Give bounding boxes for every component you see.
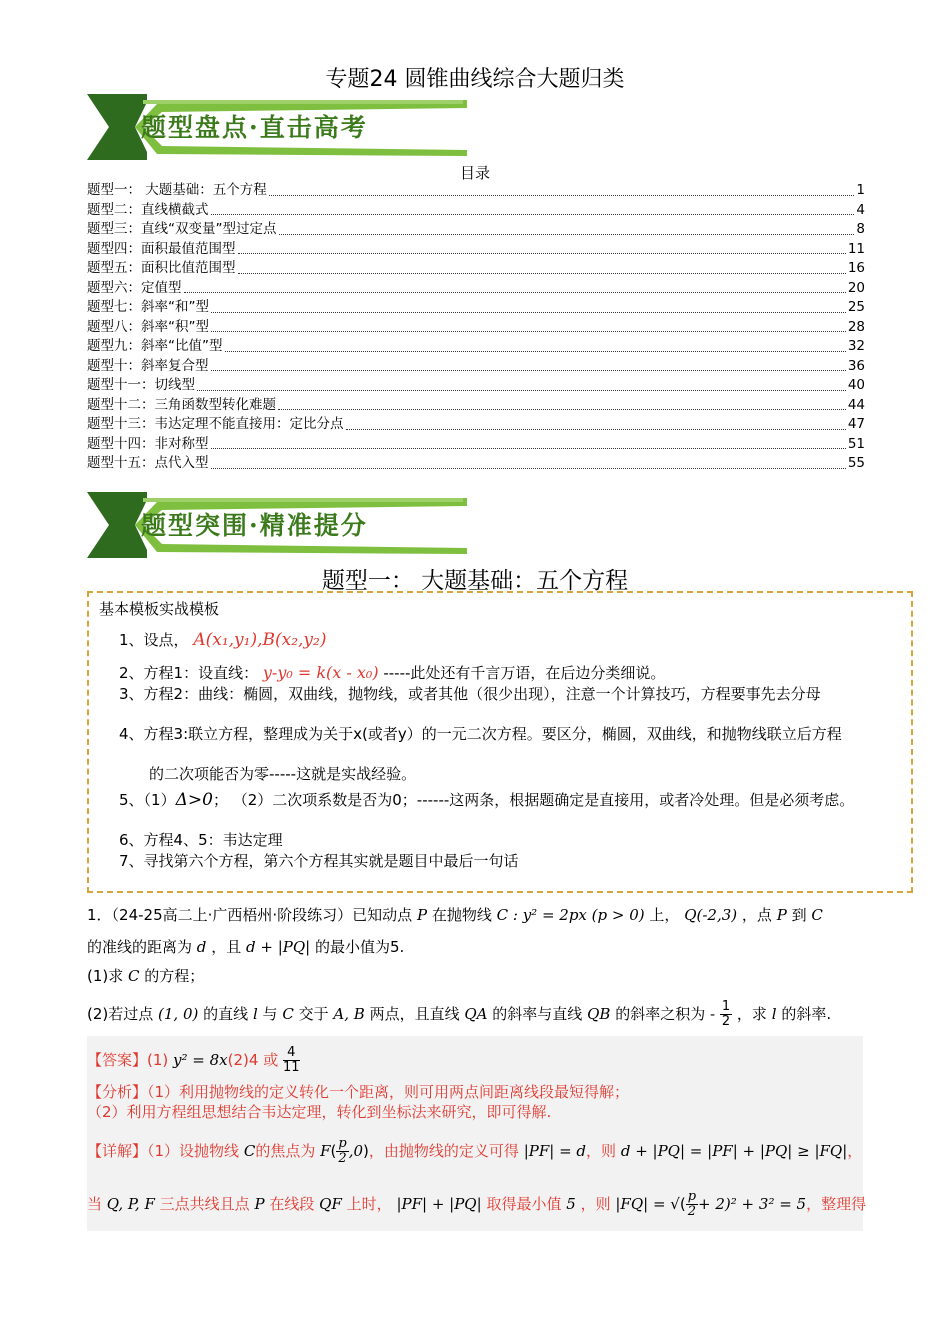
step-text: 2、方程1：设直线：: [119, 664, 259, 682]
math: d + |PQ| = |PF| + |PQ| ≥ |FQ|: [620, 1142, 848, 1160]
numerator: 4: [283, 1046, 300, 1061]
math: d + |PQ|: [245, 938, 311, 956]
toc-leader-dots: [211, 331, 846, 332]
text: 的斜率.: [781, 1005, 832, 1023]
toc-entry-page: 40: [847, 377, 865, 393]
math: d: [196, 938, 207, 956]
math: ,0: [348, 1142, 364, 1160]
detail-line-1: [87, 1137, 877, 1166]
template-step-7: 7、寻找第六个方程，第六个方程其实就是题目中最后一句话: [119, 852, 519, 870]
math: QA: [464, 1005, 488, 1023]
toc-leader-dots: [225, 351, 846, 352]
question-part-2: [87, 1000, 877, 1029]
detail-line-2: [87, 1190, 877, 1219]
toc-entry-label: 题型三：直线“双变量”型过定点: [87, 221, 277, 237]
toc-leader-dots: [211, 468, 846, 469]
text: (1)求: [87, 967, 124, 985]
toc-entry[interactable]: [87, 376, 865, 396]
math: -: [710, 1005, 716, 1023]
text: 上时，: [346, 1195, 392, 1213]
toc-entry-label: 题型十三：韦达定理不能直接用：定比分点: [87, 416, 344, 432]
math: C : y² = 2px (p > 0): [496, 906, 645, 924]
math: C: [282, 1005, 294, 1023]
toc-entry-label: 题型七：斜率“和”型: [87, 299, 209, 315]
toc-entry[interactable]: [87, 298, 865, 318]
toc-leader-dots: [278, 409, 846, 410]
text: (2)4 或: [227, 1051, 279, 1069]
math: + 2)² + 3² = 5: [698, 1195, 807, 1213]
text: 三点共线且点: [159, 1195, 250, 1213]
template-step-4-cont: 的二次项能否为零-----这就是实战经验。: [149, 765, 417, 783]
toc-entry-page: 28: [847, 318, 865, 335]
text: 两点，且直线: [369, 1005, 460, 1023]
text: ，求: [736, 1005, 767, 1023]
discriminant-formula: Δ>0: [175, 790, 213, 810]
toc-entry-label: 题型一： 大题基础：五个方程: [87, 182, 267, 198]
math: |PF| + |PQ|: [396, 1195, 482, 1213]
text: ，: [847, 1142, 863, 1160]
toc-entry-page: 32: [847, 338, 865, 354]
section-title: 题型一： 大题基础：五个方程: [321, 568, 629, 594]
math: F: [320, 1142, 331, 1160]
line-formula: y-y₀ = k(x - x₀): [262, 663, 379, 682]
toc-entry-page: 51: [847, 435, 865, 452]
text: 交于: [298, 1005, 329, 1023]
toc-entry[interactable]: [87, 279, 865, 299]
toc-leader-dots: [211, 448, 846, 449]
toc-entry[interactable]: [87, 201, 865, 221]
toc-entry-page: 16: [847, 260, 865, 276]
toc-heading: 目录: [459, 164, 490, 182]
toc-entry[interactable]: [87, 318, 865, 338]
math: Q(-2,3): [684, 906, 738, 924]
denominator: 2: [338, 1151, 347, 1166]
toc-entry-label: 题型十一：切线型: [87, 377, 195, 393]
answer-line: [87, 1046, 300, 1075]
toc-leader-dots: [211, 370, 846, 371]
toc-entry-label: 题型九：斜率“比值”型: [87, 338, 223, 354]
paren-open: (: [330, 1142, 337, 1160]
toc-leader-dots: [211, 214, 855, 215]
text: 的准线的距离为: [87, 938, 193, 956]
text: ，且: [211, 938, 242, 956]
text: ，点: [741, 906, 772, 924]
denominator: 2: [721, 1014, 731, 1029]
question-line-2: [87, 937, 404, 957]
math: y² = 8x: [173, 1051, 228, 1069]
toc-leader-dots: [238, 273, 846, 274]
step-text: 1、设点，: [119, 631, 189, 649]
toc-leader-dots: [279, 234, 855, 235]
template-step-6: 6、方程4、5：韦达定理: [119, 831, 283, 849]
math: Q, P, F: [106, 1195, 155, 1213]
template-step-3: 3、方程2：曲线：椭圆，双曲线，抛物线，或者其他（很少出现），注意一个计算技巧，方程要事先去分母: [119, 685, 821, 703]
math: l: [252, 1005, 258, 1023]
template-step-4: 4、方程3:联立方程，整理成为关于x(或者y）的一元二次方程。要区分，椭圆，双曲线，和抛物线联立后方程: [119, 725, 842, 743]
analysis-line-1: [87, 1082, 629, 1102]
text: 在线段: [269, 1195, 315, 1213]
math: C: [811, 906, 823, 924]
toc-leader-dots: [269, 195, 855, 196]
template-step-2: [119, 663, 665, 683]
math: l: [771, 1005, 777, 1023]
text: 的斜率与直线: [492, 1005, 583, 1023]
section-banner-practice: [87, 492, 467, 558]
toc-entry-label: 题型十：斜率复合型: [87, 357, 209, 374]
math: QF: [319, 1195, 342, 1213]
numerator: 1: [721, 999, 731, 1014]
toc-entry-label: 题型五：面积比值范围型: [87, 260, 236, 276]
text: （1）利用抛物线的定义转化一个距离，则可用两点间距离线段最短得解；: [147, 1083, 630, 1101]
toc-entry[interactable]: [87, 181, 865, 201]
math: 5: [566, 1195, 576, 1213]
math: |PF| = d: [523, 1142, 587, 1160]
toc-leader-dots: [346, 429, 846, 430]
text: ，则: [580, 1195, 611, 1213]
template-heading: 基本模板实战模板: [99, 600, 220, 618]
toc-entry-page: 47: [847, 416, 865, 432]
analysis-line-2: （2）利用方程组思想结合韦达定理，转化到坐标法来研究，即可得解.: [87, 1103, 552, 1121]
toc-entry-page: 1: [856, 182, 865, 198]
text: 取得最小值: [486, 1195, 562, 1213]
text: ，则: [586, 1142, 617, 1160]
toc-entry-page: 44: [847, 396, 865, 413]
detail-tag: 【详解】: [87, 1142, 148, 1160]
text: 的斜率之积为: [615, 1005, 706, 1023]
point-formula: A(x₁,y₁),B(x₂,y₂): [193, 630, 327, 650]
text: 的最小值为5.: [314, 938, 405, 956]
toc-entry-page: 25: [847, 299, 865, 315]
table-of-contents: [87, 181, 865, 474]
text: 当: [87, 1195, 103, 1213]
step-text: 5、（1）: [119, 791, 176, 809]
text: 到: [791, 906, 807, 924]
toc-entry[interactable]: [87, 396, 865, 416]
toc-leader-dots: [184, 292, 846, 293]
step-note: ； （2）二次项系数是否为0；------这两条，根据题确定是直接用，或者冷处理。但是必须考虑。: [212, 791, 855, 809]
math: C: [243, 1142, 256, 1160]
document-title: 专题24 圆锥曲线综合大题归类: [325, 67, 625, 92]
denominator: 2: [687, 1204, 697, 1219]
fraction-p-over-2: [686, 1190, 698, 1219]
toc-entry[interactable]: [87, 415, 865, 435]
numerator: p: [687, 1189, 697, 1204]
toc-entry-label: 题型二：直线横截式: [87, 201, 209, 218]
template-box: [87, 591, 913, 893]
question-part-1: [87, 966, 204, 986]
toc-entry[interactable]: [87, 435, 865, 455]
math: P: [254, 1195, 265, 1213]
math: QB: [587, 1005, 611, 1023]
toc-entry-page: 4: [856, 201, 865, 218]
toc-entry[interactable]: [87, 357, 865, 377]
text: （1）设抛物线: [147, 1142, 240, 1160]
fraction-one-half: [720, 1000, 732, 1029]
math: |FQ| =: [615, 1195, 666, 1213]
toc-entry-label: 题型十五：点代入型: [87, 455, 209, 471]
toc-entry-label: 题型十四：非对称型: [87, 435, 209, 452]
fraction-p-over-2: [336, 1137, 348, 1166]
toc-entry[interactable]: [87, 337, 865, 357]
text: 的直线: [203, 1005, 249, 1023]
math: (1, 0): [158, 1005, 199, 1023]
toc-entry-label: 题型十二：三角函数型转化难题: [87, 396, 276, 413]
step-note: -----此处还有千言万语，在后边分类细说。: [383, 664, 666, 682]
toc-leader-dots: [197, 390, 846, 391]
toc-entry[interactable]: [87, 220, 865, 240]
toc-entry-page: 20: [847, 279, 865, 296]
numerator: p: [338, 1136, 347, 1151]
toc-entry[interactable]: [87, 259, 865, 279]
toc-entry-page: 11: [847, 240, 865, 257]
answer-tag: 【答案】: [87, 1051, 148, 1069]
fraction-four-elevenths: [283, 1046, 300, 1075]
math: A, B: [333, 1005, 365, 1023]
text: 在抛物线: [431, 906, 492, 924]
section-banner-overview: [87, 94, 467, 160]
text: 上，: [649, 906, 680, 924]
math: C: [128, 967, 140, 985]
text: 的焦点为: [255, 1142, 316, 1160]
template-step-1: [119, 630, 326, 650]
text: (1): [147, 1051, 169, 1069]
text: 的方程；: [144, 967, 205, 985]
toc-entry-page: 55: [847, 455, 865, 471]
paren-close: ): [363, 1142, 369, 1160]
denominator: 11: [283, 1060, 300, 1075]
toc-entry-label: 题型六：定值型: [87, 279, 182, 296]
toc-entry[interactable]: [87, 454, 865, 474]
text: 1．（24-25高二上·广西梧州·阶段练习）已知动点: [87, 906, 413, 924]
text: ，由抛物线的定义可得: [368, 1142, 519, 1160]
analysis-tag: 【分析】: [87, 1083, 148, 1101]
math: P: [416, 906, 428, 924]
text: 与: [262, 1005, 278, 1023]
toc-entry[interactable]: [87, 240, 865, 260]
text: (2)若过点: [87, 1005, 154, 1023]
banner-text: 题型突围·精准提分: [141, 511, 368, 540]
toc-entry-label: 题型八：斜率“积”型: [87, 318, 209, 335]
toc-entry-page: 8: [856, 221, 865, 237]
toc-entry-label: 题型四：面积最值范围型: [87, 240, 236, 257]
toc-entry-page: 36: [847, 357, 865, 374]
banner-text: 题型盘点·直击高考: [141, 113, 368, 142]
toc-leader-dots: [238, 253, 846, 254]
question-line-1: [87, 905, 867, 925]
sqrt-symbol: √(: [670, 1195, 686, 1213]
toc-leader-dots: [211, 312, 846, 313]
template-step-5: [99, 790, 899, 810]
math: P: [776, 906, 787, 924]
text: ，整理得: [806, 1195, 867, 1213]
